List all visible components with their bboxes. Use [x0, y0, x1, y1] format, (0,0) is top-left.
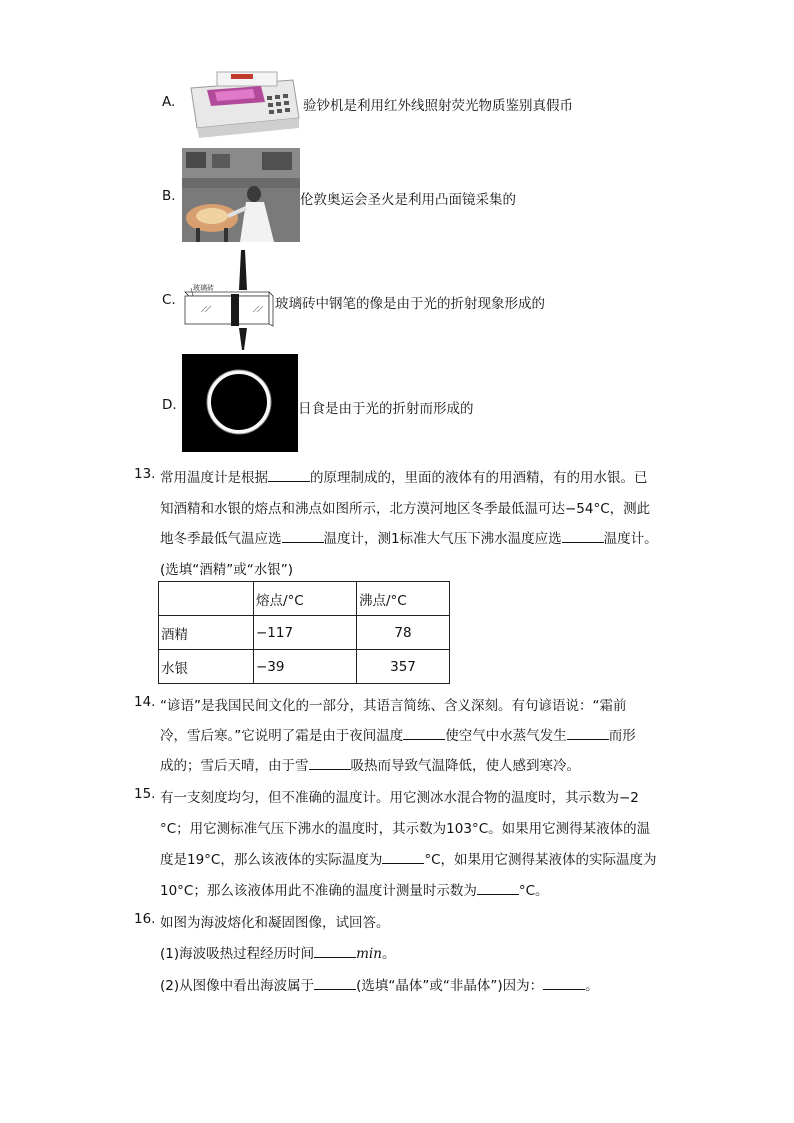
q14-line-3: 成的；雪后天晴，由于雪 吸热而导致气温降低，使人感到寒冷。 — [160, 758, 580, 774]
table-row — [159, 650, 450, 684]
q13-number: 13. — [134, 466, 156, 482]
q16-line-2: (1)海波吸热过程经历时间 min。 — [160, 946, 396, 962]
svg-text:玻璃砖: 玻璃砖 — [193, 284, 214, 292]
q16-line-1: 如图为海波熔化和凝固图像，试回答。 — [160, 915, 390, 931]
table-cell: −117 — [254, 616, 357, 650]
blank[interactable] — [282, 530, 324, 543]
blank[interactable] — [309, 757, 351, 770]
q14-line-2: 冷，雪后寒。”它说明了霜是由于夜间温度 使空气中水蒸气发生 而形 — [160, 728, 636, 744]
option-b-letter: B. — [162, 188, 176, 204]
blank[interactable] — [268, 469, 310, 482]
q15-line-1: 有一支刻度均匀，但不准确的温度计。用它测冰水混合物的温度时，其示数为−2 — [160, 790, 639, 806]
blank[interactable] — [382, 851, 424, 864]
option-a-text: 验钞机是利用红外线照射荧光物质鉴别真假币 — [303, 98, 573, 114]
table-cell: 酒精 — [159, 616, 254, 650]
blank[interactable] — [562, 530, 604, 543]
blank[interactable] — [314, 945, 356, 958]
blank[interactable] — [567, 727, 609, 740]
table-cell: 78 — [357, 616, 450, 650]
option-c-letter: C. — [162, 292, 176, 308]
q13-line-2: 知酒精和水银的熔点和沸点如图所示，北方漠河地区冬季最低温可达−54°C，测此 — [160, 501, 651, 517]
table-header-row — [159, 582, 450, 616]
q15-line-4: 10°C；那么该液体用此不准确的温度计测量时示数为 °C。 — [160, 883, 549, 899]
eclipse-image — [182, 354, 298, 452]
table-cell: −39 — [254, 650, 357, 684]
q15-line-3: 度是19°C，那么该液体的实际温度为 °C，如果用它测得某液体的实际温度为 — [160, 852, 657, 868]
table-cell: 357 — [357, 650, 450, 684]
option-d-letter: D. — [162, 397, 177, 413]
table-header-cell — [159, 582, 254, 616]
blank[interactable] — [543, 977, 585, 990]
q15-line-2: °C；用它测标准气压下沸水的温度时，其示数为103°C。如果用它测得某液体的温 — [160, 821, 651, 837]
q13-line-3: 地冬季最低气温应选 温度计，测1标准大气压下沸水温度应选 温度计。 — [160, 531, 658, 547]
option-b-text: 伦敦奥运会圣火是利用凸面镜采集的 — [300, 192, 516, 208]
option-c-text: 玻璃砖中钢笔的像是由于光的折射现象形成的 — [275, 296, 545, 312]
table-row — [159, 616, 450, 650]
melting-boiling-table — [158, 581, 450, 684]
q13-line-1: 常用温度计是根据 的原理制成的，里面的液体有的用酒精，有的用水银。已 — [160, 470, 648, 486]
q14-line-1: “谚语”是我国民间文化的一部分，其语言简练、含义深刻。有句谚语说：“霜前 — [160, 698, 627, 714]
q13-line-4: (选填“酒精”或“水银”) — [160, 562, 294, 578]
q14-number: 14. — [134, 694, 156, 710]
blank[interactable] — [477, 882, 519, 895]
option-d-text: 日食是由于光的折射而形成的 — [298, 401, 474, 417]
q16-line-3: (2)从图像中看出海波属于 (选填“晶体”或“非晶体”)因为： 。 — [160, 978, 599, 994]
blank[interactable] — [403, 727, 445, 740]
option-a-letter: A. — [162, 94, 176, 110]
money-detector-image — [183, 66, 303, 138]
olympic-torch-image — [182, 148, 300, 242]
table-cell: 水银 — [159, 650, 254, 684]
q15-number: 15. — [134, 786, 156, 802]
glass-brick-pen-figure — [183, 250, 275, 354]
table-header-cell: 熔点/°C — [254, 582, 357, 616]
blank[interactable] — [314, 977, 356, 990]
q16-number: 16. — [134, 911, 156, 927]
table-header-cell: 沸点/°C — [357, 582, 450, 616]
